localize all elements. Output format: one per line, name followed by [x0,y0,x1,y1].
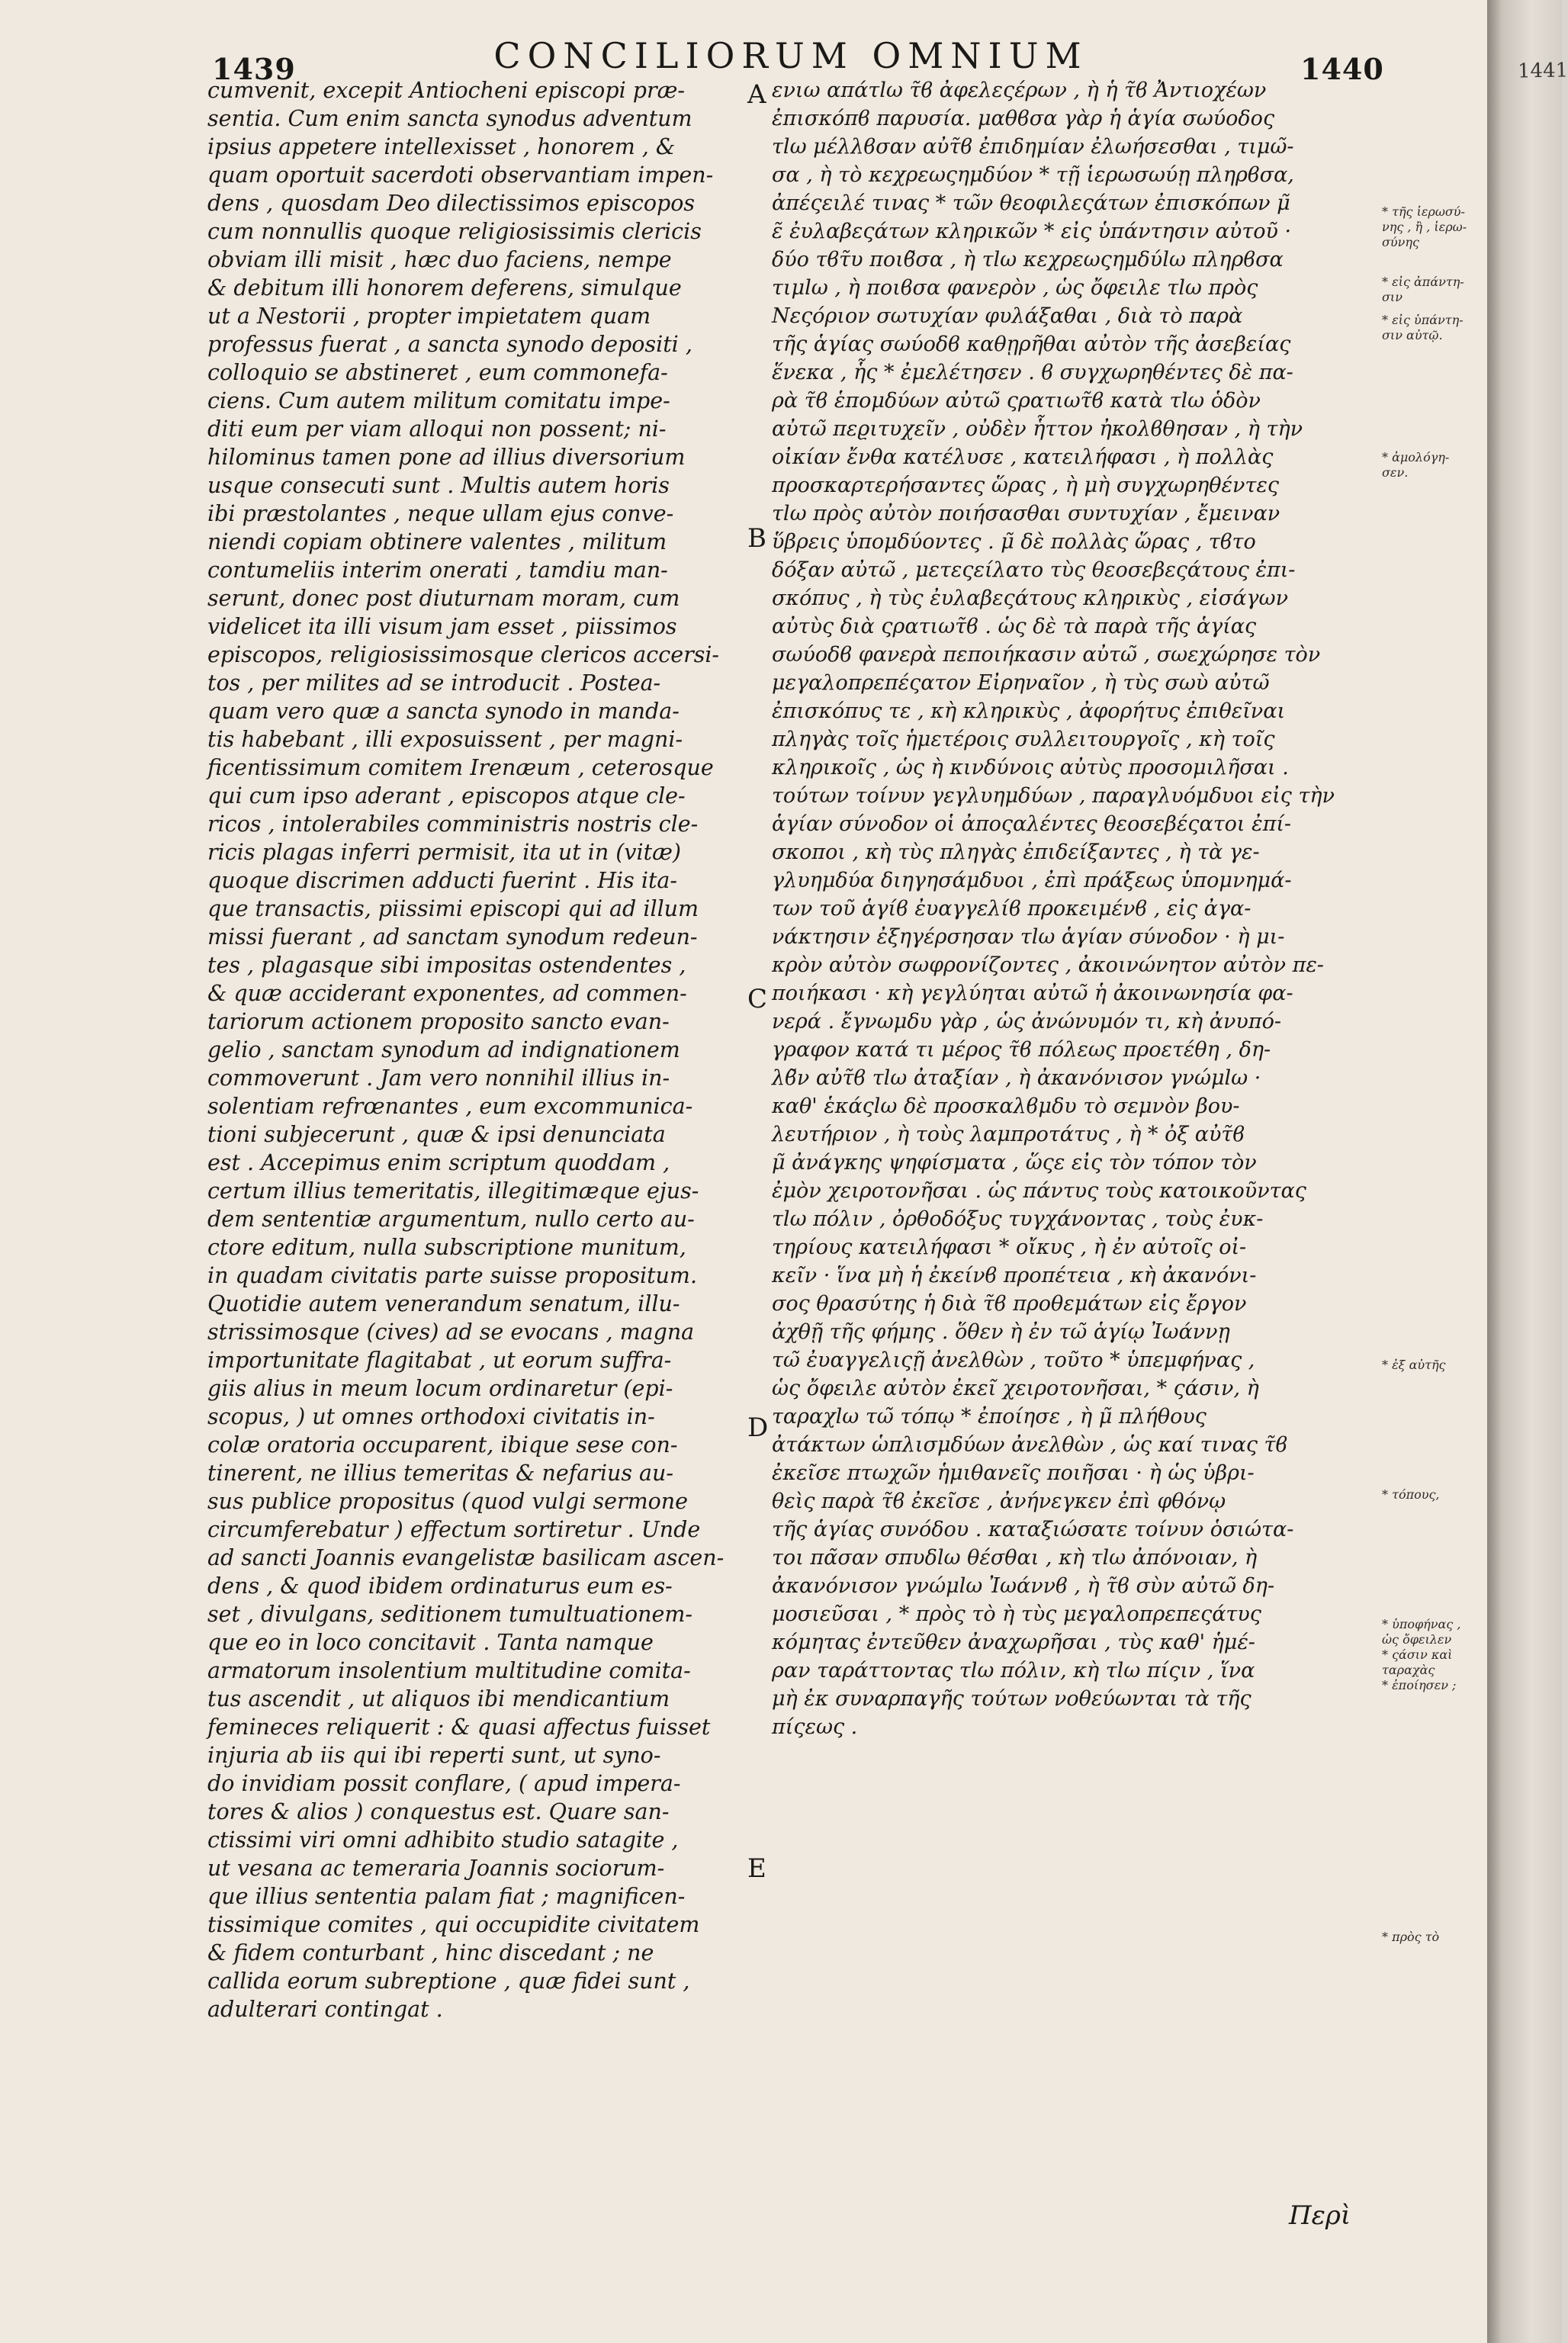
greek-text-line: νερά . ἔγνωμδυ γὰρ , ὡς ἀνώνυμόν τι, κὴ ἀνυπό- [772,1010,1281,1033]
greek-text-line: γλυημδύα διηγησάμδυοι , ἐπὶ πράξεως ὑπομνημά- [772,869,1292,892]
greek-text-line: ἕνεκα , ἧς * ἐμελέτησεν . ϐ συγχωρηθέντες δὲ πα- [772,361,1293,384]
latin-text-line: ricos , intolerabiles comministris nostris cle- [207,812,699,837]
latin-text-line: sus publice propositus (quod vulgi sermone [207,1489,688,1514]
greek-text-line: ἀχθῇ τῆς φήμης . ὅθεν ὴ ἐν τω̃ ἁγίῳ Ἰωάννῃ [772,1320,1230,1344]
latin-text-line: & quæ acciderant exponentes, ad commen- [207,981,687,1006]
greek-text-line: τούτων τοίνυν γεγλυημδύων , παραγλυόμδυοι εἰς τὴν [772,784,1335,808]
latin-text-line: sentia. Cum enim sancta synodus adventum [207,106,692,131]
latin-text-line: hilominus tamen pone ad illius diversorium [207,445,686,470]
latin-text-line: armatorum insolentium multitudine comita- [207,1658,691,1683]
latin-text-line: ctore editum, nulla subscriptione munitum, [207,1235,686,1260]
greek-text-line: προσκαρτερήσαντες ὥρας , ὴ μὴ συγχωρηθέντες [772,474,1279,497]
margin-note: * ςάσιν καὶ [1382,1647,1453,1662]
greek-text-line: θεὶς παρὰ τ̃ϐ ἐκεῖσε , ἀνήνεγκεν ἐπὶ φθόνῳ [772,1490,1226,1513]
latin-text-line: que illius sententia palam fiat ; magnificen- [207,1884,686,1909]
latin-text-line: colæ oratoria occuparent, ibique sese con- [207,1432,678,1458]
margin-note: σιν αὐτῷ. [1382,328,1443,342]
greek-text-line: σος θρασύτης ἡ διὰ τ̃ϐ προθεμάτων εἰς ἔργον [772,1292,1247,1316]
page-number-left: 1439 [212,52,296,86]
latin-text-line: femineces reliquerit : & quasi affectus fuisset [207,1715,711,1740]
latin-text-line: videlicet ita illi visum jam esset , piissimos [207,614,677,639]
latin-text-line: colloquio se abstineret , eum commonefa- [207,360,668,385]
latin-text-line: ipsius appetere intellexisset , honorem , & [207,134,676,159]
margin-note: ὡς ὄφειλεν [1382,1632,1452,1647]
margin-note: * τῆς ἱερωσύ- [1382,204,1465,219]
latin-text-line: ad sancti Joannis evangelistæ basilicam ascen- [207,1545,725,1570]
margin-note: * τόπους, [1382,1487,1440,1502]
page-number-right: 1440 [1300,52,1384,86]
latin-text-line: dens , quosdam Deo dilectissimos episcopos [207,191,696,216]
greek-text-line: ἀκανόνισον γνώμlω Ἰωάννϐ , ὴ τ̃ϐ σὺν αὐτω̃ δη- [772,1574,1275,1598]
greek-text-line: σκόπυς , ὴ τὺς ἐυλαβεςάτους κληρικὺς , εἰσάγων [772,587,1288,610]
latin-text-line: tissimique comites , qui occupidite civitatem [207,1912,700,1937]
latin-text-line: scopus, ) ut omnes orthodoxi civitatis in- [207,1404,655,1429]
latin-text-line: adulterari contingat . [207,1997,443,2022]
greek-text-line: ὡς ὄφειλε αὐτὸν ἐκεῖ χειροτονῆσαι, * ςάσιν, ὴ [772,1377,1259,1400]
latin-text-line: missi fuerant , ad sanctam synodum redeun- [207,924,698,950]
greek-text-line: καθ' ἑκάςlω δὲ προσκαλϐμδυ τὸ σεμνὸν βου- [772,1094,1240,1118]
latin-text-line: giis alius in meum locum ordinaretur (epi- [207,1376,673,1401]
latin-text-line: ut vesana ac temeraria Joannis sociorum- [207,1856,665,1881]
latin-column [207,76,741,2023]
next-page-number: 1441 [1517,59,1568,83]
latin-text-line: que eo in loco concitavit . Tanta namque [207,1630,654,1655]
latin-text-line: tinerent, ne illius temeritas & nefarius au- [207,1461,674,1486]
margin-note: * ἐποίησεν ; [1382,1678,1457,1692]
latin-text-line: cum nonnullis quoque religiosissimis clericis [207,219,702,244]
margin-note: * ἐξ αὐτῆς [1382,1358,1446,1372]
greek-text-line: αὐτω̃ πεϱιτυχεῖν , οὐδὲν ἧττον ἠκολϐθησαν , ὴ τὴν [772,417,1303,441]
greek-text-line: ἁγίαν σύνοδον οἱ ἀποςαλέντες θεοσεβέςατοι ἐπί- [772,812,1292,836]
catchword: Περὶ [1289,2200,1351,2231]
latin-text-line: ut a Nestorii , propter impietatem quam [207,304,651,329]
greek-text-line: ἀτάκτων ὡπλισμδύων ἀνελθὼν , ὡς καί τινας τ̃ϐ [772,1433,1288,1457]
greek-text-line: μ̃ ἀνάγκης ψηφίσματα , ὥςε εἰς τὸν τόπον τὸν [772,1151,1257,1175]
latin-text-line: ciens. Cum autem militum comitatu impe- [207,388,670,413]
next-page-edge [1487,0,1568,2343]
greek-text-line: λευτήριον , ὴ τοὺς λαμπροτάτυς , ὴ * ὀξ αὐτ̃ϐ [772,1123,1245,1146]
latin-text-line: tos , per milites ad se introducit . Postea- [207,670,661,696]
margin-note: * εἰς ἀπάντη- [1382,275,1464,289]
greek-text-line: κόμητας ἐντεῦθεν ἀναχωρῆσαι , τὺς καθ' ἡμέ- [772,1631,1255,1654]
latin-text-line: tariorum actionem proposito sancto evan- [207,1009,670,1034]
greek-text-line: ἐπισκόπϐ παρυσία. μαθϐσα γὰρ ἡ ἁγία σωύοδος [772,107,1275,130]
margin-note: σύνης [1382,235,1419,249]
latin-text-line: tioni subjecerunt , quæ & ipsi denunciata [207,1122,666,1147]
latin-text-line: commoverunt . Jam vero nonnihil illius in- [207,1065,670,1091]
latin-text-line: & fidem conturbant , hinc discedant ; ne [207,1940,654,1965]
latin-text-line: strissimosque (cives) ad se evocans , magna [207,1319,695,1345]
greek-text-line: των τοῦ ἁγίϐ ἐυαγγελίϐ προκειμένϐ , εἰς ἀγα- [772,897,1252,921]
greek-text-line: αὐτὺς διὰ ςρατιωτ̃ϐ . ὡς δὲ τὰ παρὰ τῆς ἁγίας [772,615,1257,638]
latin-text-line: usque consecuti sunt . Multis autem horis [207,473,670,498]
greek-text-line: ἐπισκόπυς τε , κὴ κληρικὺς , ἀφορήτυς ἐπιθεῖναι [772,699,1286,723]
latin-text-line: cumvenit, excepit Antiocheni episcopi præ- [207,78,686,103]
latin-text-line: certum illius temeritatis, illegitimæque ejus- [207,1178,699,1204]
margin-note: * πρὸς τὸ [1382,1930,1440,1944]
latin-text-line: quam vero quæ a sancta synodo in manda- [207,699,680,724]
latin-text-line: diti eum per viam alloqui non possent; ni- [207,416,667,442]
margin-note: ταραχὰς [1382,1663,1435,1677]
greek-text-line: πληγὰς τοῖς ἡμετέροις συλλειτουργοῖς , κὴ τοῖς [772,728,1275,751]
latin-text-line: gelio , sanctam synodum ad indignationem [207,1037,680,1062]
latin-text-line: circumferebatur ) effectum sortiretur . Unde [207,1517,701,1542]
greek-text-line: κληρικοῖς , ὡς ὴ κινδύνοις αὐτὺς προσομιλῆσαι . [772,756,1289,779]
margin-note: νης , ἢ , ἱερω- [1382,220,1467,234]
margin-note: * εἰς ὑπάντη- [1382,313,1464,327]
greek-text-line: σωύοδϐ φανερὰ πεποιήκασιν αὐτω̃ , σωεχώρησε τὸν [772,643,1321,667]
latin-text-line: tis habebant , illi exposuissent , per magni- [207,727,683,752]
section-marker: E [747,1853,766,1884]
latin-text-line: contumeliis interim onerati , tamdiu man- [207,558,668,583]
latin-text-line: do invidiam possit conflare, ( apud impera- [207,1771,681,1796]
latin-text-line: niendi copiam obtinere valentes , militum [207,529,667,554]
latin-text-line: ctissimi viri omni adhibito studio satagite , [207,1827,679,1853]
greek-text-line: δόξαν αὐτω̃ , μετεςείλατο τὺς θεοσεβεςάτους ἐπι- [772,558,1296,582]
latin-text-line: injuria ab iis qui ibi reperti sunt, ut syno- [207,1743,661,1768]
greek-text-line: οἰκίαν ἔνθα κατέλυσε , κατειλήφασι , ὴ πολλὰς [772,445,1274,469]
latin-text-line: episcopos, religiosissimosque clericos accersi- [207,642,720,667]
greek-text-line: τιμlω , ὴ ποιϐσα φανερὸν , ὡς ὄφειλε τlω πρὸς [772,276,1258,300]
greek-text-line: κρὸν αὐτὸν σωφρονίζοντες , ἀκοινώνητον αὐτὸν πε- [772,953,1324,977]
latin-text-line: obviam illi misit , hæc duo faciens, nempe [207,247,672,272]
latin-text-line: Quotidie autem venerandum senatum, illu- [207,1291,680,1316]
latin-text-line: & debitum illi honorem deferens, simulque [207,275,682,301]
latin-text-line: est . Accepimus enim scriptum quoddam , [207,1150,670,1175]
greek-text-line: Νεςόριον σωτυχίαν φυλάξαθαι , διὰ τὸ παρὰ [772,304,1243,328]
latin-text-line: ficentissimum comitem Irenæum , ceterosque [207,755,714,780]
latin-text-line: dem sententiæ argumentum, nullo certo au- [207,1207,695,1232]
greek-text-line: ὕβρεις ὑπομδύοντες . μ̃ δὲ πολλὰς ὥρας , τϐτο [772,530,1256,554]
greek-text-line: γραφον κατά τι μέρος τ̃ϐ πόλεως προετέθη , δη- [772,1038,1271,1062]
greek-text-line: μεγαλοπρεπέςατον Εἰρηναῖον , ὴ τὺς σωὺ αὐτω̃ [772,671,1270,695]
greek-text-line: νάκτησιν ἐξηγέρσησαν τlω ἁγίαν σύνοδον · ὴ μι- [772,925,1285,949]
latin-text-line: serunt, donec post diuturnam moram, cum [207,586,680,611]
latin-text-line: solentiam refrœnantes , eum excommunica- [207,1094,693,1119]
greek-text-line: τlω πρὸς αὐτὸν ποιήσασθαι συντυχίαν , ἔμειναν [772,502,1280,525]
margin-note: σιν [1382,290,1403,304]
greek-text-line: ενιω απάτlω τ̃ϐ ἀφελεςέρων , ὴ ἡ τ̃ϐ Ἀντιοχέων [772,79,1267,102]
latin-text-line: ibi præstolantes , neque ullam ejus conve- [207,501,674,526]
latin-text-line: tes , plagasque sibi impositas ostendentes , [207,953,686,978]
running-title: CONCILIORUM OMNIUM [493,35,1088,76]
greek-text-line: πίςεως . [772,1715,858,1739]
margin-note: * ὑποφήνας , [1382,1617,1461,1631]
greek-text-line: ἐκεῖσε πτωχω̃ν ἡμιθανεῖς ποιῆσαι · ὴ ὡς ὑβρι- [772,1461,1255,1485]
latin-text-line: quoque discrimen adducti fuerint . His ita- [207,868,678,893]
greek-text-line: τlω μέλλϐσαν αὐτ̃ϐ ἐπιδημίαν ἐλωήσεσθαι , τιμω̃- [772,135,1294,159]
greek-text-line: ραν ταράττοντας τlω πόλιν, κὴ τlω πίςιν , ἵνα [772,1659,1255,1683]
greek-text-line: τῆς ἁγίας σωύοδϐ καθῃρη̃θαι αὐτὸν τῆς ἀσεβείας [772,333,1291,356]
latin-text-line: in quadam civitatis parte suisse propositum. [207,1263,698,1288]
greek-text-line: δύο τϐτ̃υ ποιϐ̃σα , ὴ τlω κεχρεωςημδύlω πληρϐσα [772,248,1284,272]
greek-text-line: λϐ̃ν αὐτ̃ϐ τlω ἀταξίαν , ὴ ἀκανόνισον γνώμlω · [772,1066,1261,1090]
section-marker: A [747,79,766,110]
greek-text-line: ταραχlω τω̃ τόπῳ * ἐποίησε , ὴ μ̃ πλήθους [772,1405,1207,1429]
greek-text-line: ἐμὸν χειροτονῆσαι . ὡς πάντυς τοὺς κατοικοῦντας [772,1179,1306,1203]
latin-text-line: qui cum ipso aderant , episcopos atque cle- [207,783,686,808]
latin-text-line: quam oportuit sacerdoti observantiam impen- [207,162,714,188]
greek-text-line: τῆς ἁγίας συνόδου . καταξιώσατε τοίνυν ὁσιώτα- [772,1518,1294,1541]
greek-text-line: τlω πόλιν , ὀρθοδόξυς τυγχάνοντας , τοὺς ἐυκ- [772,1207,1264,1231]
greek-text-line: σκοποι , κὴ τὺς πληγὰς ἐπιδείξαντες , ὴ τὰ γε- [772,840,1260,864]
greek-text-line: μοσιεῦσαι , * πρὸς τὸ ὴ τὺς μεγαλοπρεπεςάτυς [772,1602,1261,1626]
greek-text-line: σα , ὴ τὸ κεχρεωςημδύον * τῇ ἱερωσωύῃ πληρϐσα, [772,163,1294,187]
latin-text-line: callida eorum subreptione , quæ fidei sunt , [207,1969,690,1994]
greek-text-line: μὴ ἐκ συναρπαγῆς τούτων νοθεύωνται τὰ τῆς [772,1687,1252,1711]
section-marker: D [747,1413,769,1443]
greek-text-line: τηρίους κατειλήφασι * οἴκυς , ὴ ἐν αὐτοῖς οἰ- [772,1236,1247,1259]
latin-text-line: importunitate flagitabat , ut eorum suffra- [207,1348,672,1373]
greek-text-line: τω̃ ἐυαγγελιςῇ ἀνελθὼν , τοῦτο * ὑπεμφήνας , [772,1348,1255,1372]
greek-text-line: ποιήκασι · κὴ γεγλύηται αὐτω̃ ἡ ἀκοινωνησία φα- [772,982,1293,1005]
section-marker: B [747,523,766,554]
greek-text-line: κεῖν · ἵνα μὴ ἡ ἐκείνϐ προπέτεια , κὴ ἀκανόνι- [772,1264,1257,1287]
latin-text-line: dens , & quod ibidem ordinaturus eum es- [207,1573,673,1599]
greek-text-line: τοι πα̃σαν σπυδlω θέσθαι , κὴ τlω ἀπόνοιαν, ὴ [772,1546,1258,1570]
latin-text-line: set , divulgans, seditionem tumultuationem- [207,1602,692,1627]
latin-text-line: tores & alios ) conquestus est. Quare san- [207,1799,670,1824]
margin-note: σεν. [1382,465,1409,480]
latin-text-line: professus fuerat , a sancta synodo depositi , [207,332,692,357]
latin-text-line: que transactis, piissimi episcopi qui ad illum [207,896,699,921]
latin-text-line: ricis plagas inferri permisit, ita ut in (vitæ) [207,840,681,865]
greek-text-line: ε̃ ἐυλαβεςάτων κληρικω̃ν * εἰς ὑπάντησιν αὐτοῦ · [772,220,1292,243]
greek-text-line: ἀπέςειλέ τινας * τω̃ν θεοφιλεςάτων ἐπισκόπων μ̃ [772,191,1290,215]
margin-note: * ἀμολόγη- [1382,450,1450,464]
latin-text-line: tus ascendit , ut aliquos ibi mendicantium [207,1686,670,1711]
greek-column [772,76,1390,1741]
section-marker: C [747,984,768,1014]
greek-text-line: ρὰ τ̃ϐ ἑπομδύων αὐτω̃ ςρατιωτ̃ϐ κατὰ τlω ὁδὸν [772,389,1261,413]
